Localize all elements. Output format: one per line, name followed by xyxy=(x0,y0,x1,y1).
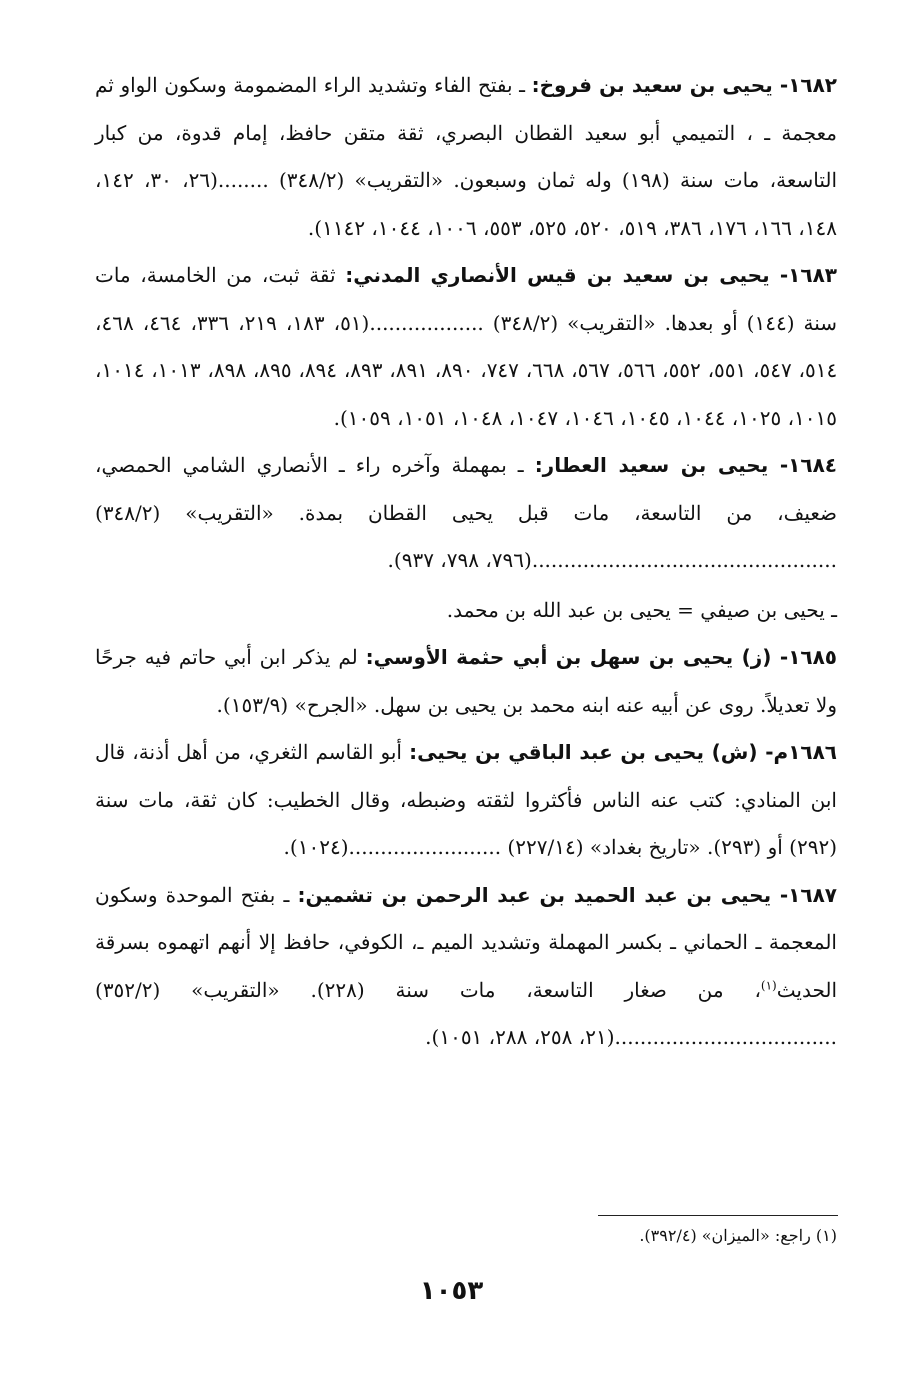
entry-text: ـ بمهملة وآخره راء ـ الأنصاري الشامي الحمصي، ضعيف، من التاسعة، مات قبل يحيى القطان بمدة. «التقريب» (٣٤٨/٢) ................................................(٧٩٦، ٧٩٨، ٩٣٧). xyxy=(95,453,837,572)
page-body xyxy=(95,62,837,1062)
entry-1684 xyxy=(95,442,837,585)
footnote-marker: (١) xyxy=(760,977,777,992)
entry-1687 xyxy=(95,872,837,1062)
entry-text: ـ بفتح الفاء وتشديد الراء المضمومة وسكون الواو ثم معجمة ـ ، التميمي أبو سعيد القطان البصري، ثقة متقن حافظ، إمام قدوة، من كبار التاسعة، مات سنة (١٩٨) وله ثمان وسبعون. «التقريب» (٣٤٨/٢) ........(٢٦، ٣٠، ١٤٢، ١٤٨، ١٦٦، ١٧٦، ٣٨٦، ٥١٩، ٥٢٠، ٥٢٥، ٥٥٣، ١٠٠٦، ١٠٤٤، ١١٤٢). xyxy=(95,73,838,240)
footnote-divider xyxy=(598,1215,838,1216)
footnote: (١) راجع: «الميزان» (٣٩٢/٤). xyxy=(639,1226,837,1245)
entry-text: أبو القاسم الثغري، من أهل أذنة، قال ابن المنادي: كتب عنه الناس فأكثروا لثقته وضبطه، وقال الخطيب: كان ثقة، مات سنة (٢٩٢) أو (٢٩٣). «تاريخ بغداد» (٢٢٧/١٤) ........................(١٠٢٤). xyxy=(95,740,837,859)
entry-1683 xyxy=(95,252,837,442)
entry-1682 xyxy=(95,62,837,252)
entry-text: ، من صغار التاسعة، مات سنة (٢٢٨). «التقريب» (٣٥٢/٢) ...................................(٢١، ٢٥٨، ٢٨٨، ١٠٥١). xyxy=(95,977,837,1049)
entry-heading: ١٦٨٦م- (ش) يحيى بن عبد الباقي بن يحيى: xyxy=(409,740,838,764)
cross-reference: ـ يحيى بن صيفي = يحيى بن عبد الله بن محمد. xyxy=(446,597,837,622)
entry-1686 xyxy=(95,729,837,872)
entry-heading: ١٦٨٢- يحيى بن سعيد بن فروخ: xyxy=(531,73,838,97)
entry-text: ثقة ثبت، من الخامسة، مات سنة (١٤٤) أو بعدها. «التقريب» (٣٤٨/٢) ..................(٥١، ١٨٣، ٢١٩، ٣٣٦، ٤٦٤، ٤٦٨، ٥١٤، ٥٤٧، ٥٥١، ٥٥٢، ٥٦٦، ٥٦٧، ٦٦٨، ٧٤٧، ٨٩٠، ٨٩١، ٨٩٣، ٨٩٤، ٨٩٥، ٨٩٨، ١٠١٣، ١٠١٤، ١٠١٥، ١٠٢٥، ١٠٤٤، ١٠٤٥، ١٠٤٦، ١٠٤٧، ١٠٤٨، ١٠٥١، ١٠٥٩). xyxy=(95,263,838,430)
entry-text: ـ بفتح الموحدة وسكون المعجمة ـ الحماني ـ بكسر المهملة وتشديد الميم ـ، الكوفي، حافظ إلا أنهم اتهموه بسرقة الحديث xyxy=(95,882,837,1002)
entry-heading: ١٦٨٥- (ز) يحيى بن سهل بن أبي حثمة الأوسي: xyxy=(365,645,838,669)
entry-heading: ١٦٨٤- يحيى بن سعيد العطار: xyxy=(534,453,837,477)
entry-heading: ١٦٨٧- يحيى بن عبد الحميد بن عبد الرحمن بن تشمين: xyxy=(297,882,837,907)
entry-text: لم يذكر ابن أبي حاتم فيه جرحًا ولا تعديلاً. روى عن أبيه عنه ابنه محمد بن يحيى بن سهل. «الجرح» (١٥٣/٩). xyxy=(95,645,837,717)
page-number: ١٠٥٣ xyxy=(419,1276,484,1306)
entry-heading: ١٦٨٣- يحيى بن سعيد بن قيس الأنصاري المدني: xyxy=(345,263,837,287)
entry-1685 xyxy=(95,634,837,729)
